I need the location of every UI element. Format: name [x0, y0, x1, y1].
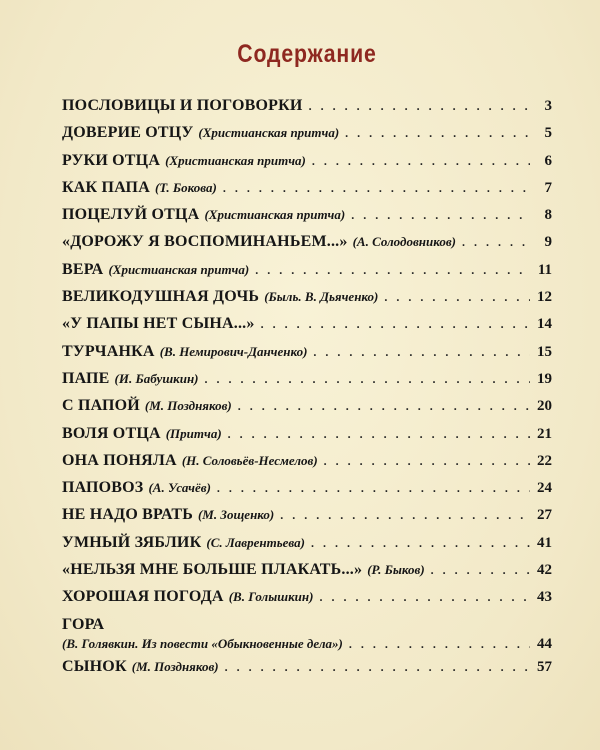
dot-leader — [223, 175, 530, 202]
entry-title: ПАПОВОЗ — [62, 479, 144, 497]
toc-entry — [62, 92, 552, 119]
entry-page-number: 6 — [544, 152, 552, 169]
entry-author: (В. Голышкин) — [228, 589, 314, 605]
entry-author: (М. Зощенко) — [197, 507, 275, 523]
entry-title: С ПАПОЙ — [62, 397, 140, 415]
entry-page-number: 24 — [537, 480, 552, 497]
entry-title: «ДОРОЖУ Я ВОСПОМИНАНЬЕМ...» — [62, 233, 348, 251]
entry-author: (Быль. В. Дьяченко) — [264, 289, 379, 305]
dot-leader — [345, 120, 530, 147]
entry-page-number: 5 — [544, 125, 552, 142]
entry-title: КАК ПАПА — [62, 178, 150, 196]
entry-title: «НЕЛЬЗЯ МНЕ БОЛЬШЕ ПЛАКАТЬ...» — [62, 561, 363, 579]
toc-entry — [62, 420, 552, 447]
dot-leader — [238, 393, 530, 420]
entry-title: ВОЛЯ ОТЦА — [62, 424, 161, 442]
dot-leader — [324, 448, 530, 475]
entry-page-number: 8 — [544, 207, 552, 224]
entry-page-number: 15 — [537, 343, 552, 360]
entry-title: ХОРОШАЯ ПОГОДА — [62, 588, 224, 606]
entry-page-number: 11 — [537, 261, 552, 278]
entry-page-number: 27 — [537, 507, 552, 524]
dot-leader — [261, 311, 530, 338]
toc-entry — [62, 310, 552, 337]
toc-entry — [62, 365, 552, 392]
entry-page-number: 22 — [537, 452, 552, 469]
entry-author: (Христианская притча) — [198, 125, 340, 141]
dot-leader — [309, 93, 530, 120]
toc-entry — [62, 529, 552, 556]
entry-page-number: 20 — [537, 398, 552, 415]
entry-page-number: 42 — [537, 562, 552, 579]
toc-entry — [62, 501, 552, 528]
toc-entry — [62, 653, 552, 680]
dot-leader — [312, 148, 530, 175]
entry-page-number: 7 — [544, 179, 552, 196]
entry-author: (Притча) — [165, 425, 222, 441]
entry-page-number: 19 — [537, 370, 552, 387]
entry-page-number: 43 — [537, 589, 552, 606]
dot-leader — [351, 202, 530, 229]
entry-page-number: 41 — [537, 534, 552, 551]
entry-author: (Н. Соловьёв-Несмелов) — [181, 452, 318, 468]
entry-title: «У ПАПЫ НЕТ СЫНА...» — [62, 315, 255, 333]
entry-author: (И. Бабушкин) — [114, 370, 199, 386]
dot-leader — [313, 339, 530, 366]
entry-title: ОНА ПОНЯЛА — [62, 451, 177, 469]
entry-title: ПАПЕ — [62, 369, 110, 387]
entry-author: (А. Усачёв) — [148, 480, 211, 496]
toc-entry — [62, 147, 552, 174]
dot-leader — [349, 635, 530, 654]
dot-leader — [205, 366, 530, 393]
entry-title: ВЕРА — [62, 260, 104, 278]
entry-title: ДОВЕРИЕ ОТЦУ — [62, 124, 194, 142]
entry-page-number: 3 — [544, 98, 552, 114]
entry-title: НЕ НАДО ВРАТЬ — [62, 506, 193, 524]
entry-page-number: 21 — [537, 425, 552, 442]
toc-entry — [62, 611, 552, 653]
entry-page-number: 57 — [537, 658, 552, 675]
toc-entry — [62, 338, 552, 365]
toc-entry — [62, 474, 552, 501]
entry-title: ГОРА — [62, 615, 105, 633]
entry-page-number: 12 — [537, 289, 552, 306]
entry-page-number: 14 — [537, 316, 552, 333]
entry-page-number: 9 — [544, 234, 552, 251]
dot-leader — [280, 502, 530, 529]
dot-leader — [217, 475, 530, 502]
toc-entry — [62, 583, 552, 610]
entry-author: (В. Немирович-Данченко) — [159, 343, 308, 359]
entry-title: ПОЦЕЛУЙ ОТЦА — [62, 206, 200, 224]
entry-author: (С. Лаврентьева) — [206, 534, 305, 550]
dot-leader — [311, 530, 530, 557]
table-of-contents — [62, 92, 552, 680]
entry-author: (М. Поздняков) — [131, 658, 219, 674]
dot-leader — [384, 284, 530, 311]
toc-entry — [62, 447, 552, 474]
toc-entry — [62, 119, 552, 146]
toc-entry — [62, 392, 552, 419]
entry-author: (Христианская притча) — [108, 261, 250, 277]
dot-leader — [431, 557, 530, 584]
toc-entry — [62, 256, 552, 283]
dot-leader — [225, 654, 530, 681]
toc-entry — [62, 283, 552, 310]
entry-author: (А. Солодовников) — [352, 234, 456, 250]
entry-title: УМНЫЙ ЗЯБЛИК — [62, 533, 202, 551]
entry-author: (Р. Быков) — [367, 562, 425, 578]
toc-entry — [62, 228, 552, 255]
dot-leader — [319, 584, 530, 611]
entry-page-number: 44 — [537, 635, 552, 652]
entry-author: (М. Поздняков) — [144, 398, 232, 414]
entry-author: (В. Голявкин. Из повести «Обыкновенные дела») — [62, 635, 343, 651]
entry-author: (Христианская притча) — [165, 152, 306, 168]
entry-author: (Т. Бокова) — [154, 179, 217, 195]
entry-author: (Христианская притча) — [204, 207, 346, 223]
toc-entry — [62, 556, 552, 583]
dot-leader — [255, 257, 530, 284]
dot-leader — [228, 421, 530, 448]
page-title: Содержание — [237, 40, 377, 68]
entry-title: ТУРЧАНКА — [62, 342, 155, 360]
entry-title: ВЕЛИКОДУШНАЯ ДОЧЬ — [62, 288, 260, 306]
entry-title: РУКИ ОТЦА — [62, 151, 161, 169]
toc-entry — [62, 201, 552, 228]
entry-title: СЫНОК — [62, 657, 127, 675]
toc-entry — [62, 174, 552, 201]
dot-leader — [462, 229, 530, 256]
entry-title: ПОСЛОВИЦЫ И ПОГОВОРКИ — [62, 97, 303, 114]
